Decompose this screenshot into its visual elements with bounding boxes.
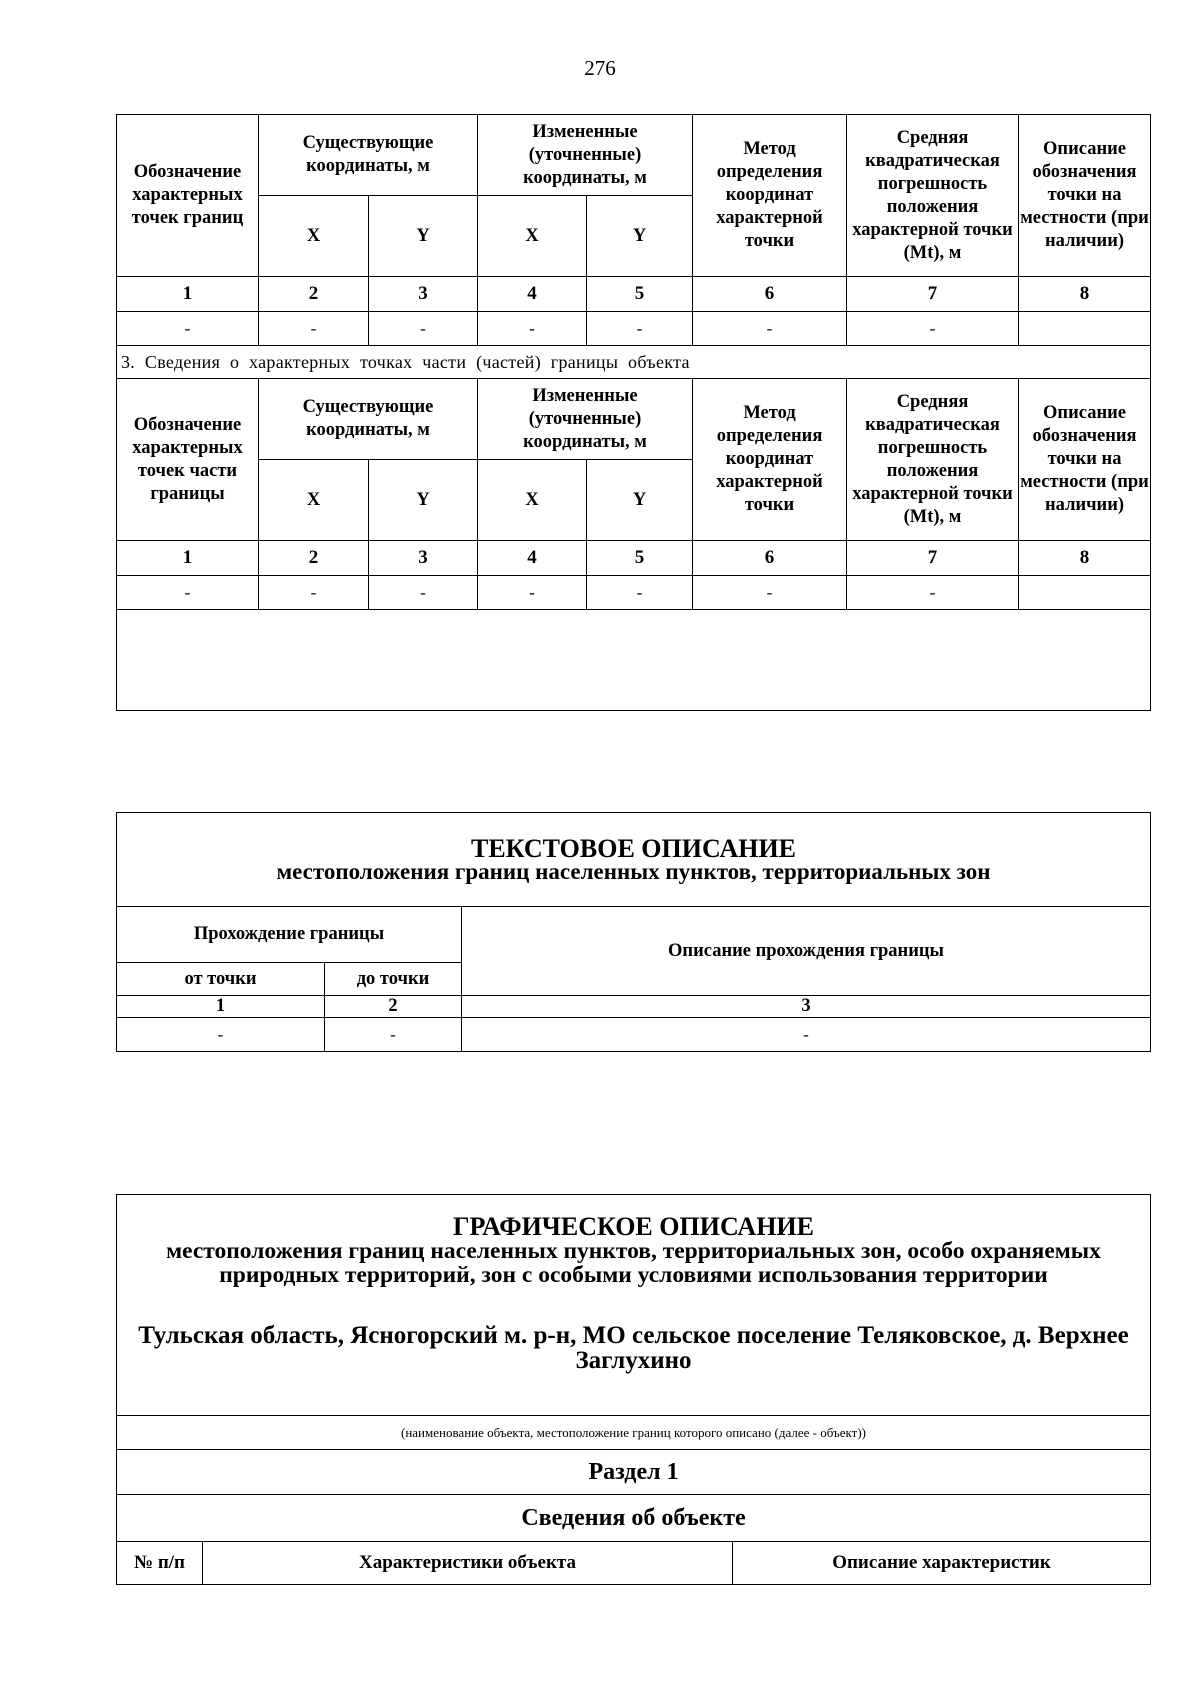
table-cell: - (847, 312, 1019, 346)
header-existing-coordinates: Существующие координаты, м (259, 115, 478, 196)
empty-area (117, 610, 1151, 711)
table-cell: - (478, 312, 587, 346)
table-cell: - (325, 1018, 462, 1052)
table-cell: - (117, 1018, 325, 1052)
header-from-point: от точки (117, 963, 325, 996)
header-x: X (259, 196, 369, 277)
object-name: Тульская область, Ясногорский м. р-н, МО сельское поселение Теляковское, д. Верхнее Заглухино (138, 1322, 1129, 1374)
section-3-title: 3. Сведения о характерных точках части (частей) границы объекта (117, 346, 1151, 379)
text-description-table (116, 812, 1151, 1052)
header-y: Y (587, 196, 693, 277)
table-cell: - (462, 1018, 1151, 1052)
column-number: 7 (847, 277, 1019, 312)
table-cell (1019, 576, 1151, 610)
header-designation: Обозначение характерных точек границ (117, 115, 259, 277)
table-cell: - (369, 312, 478, 346)
header-method: Метод определения координат характерной точки (693, 379, 847, 541)
table-cell: - (693, 312, 847, 346)
page-number: 276 (584, 56, 616, 80)
column-number: 1 (117, 541, 259, 576)
column-number: 1 (117, 996, 325, 1018)
table-cell: - (117, 312, 259, 346)
header-point-description: Описание обозначения точки на местности (при наличии) (1019, 115, 1151, 277)
column-number: 3 (369, 277, 478, 312)
header-error: Средняя квадратическая погрешность положения характерной точки (Mt), м (847, 379, 1019, 541)
text-description-title: ТЕКСТОВОЕ ОПИСАНИЕ (471, 833, 797, 863)
header-designation-part: Обозначение характерных точек части границы (117, 379, 259, 541)
column-number: 4 (478, 541, 587, 576)
header-method: Метод определения координат характерной точки (693, 115, 847, 277)
graphic-description-subtitle: местоположения границ населенных пунктов, территориальных зон, особо охраняемых природных территорий, зон с особыми условиями использования территории (166, 1238, 1101, 1288)
header-y: Y (369, 460, 478, 541)
column-number: 2 (259, 541, 369, 576)
column-number: 6 (693, 277, 847, 312)
header-to-point: до точки (325, 963, 462, 996)
table-cell: - (117, 576, 259, 610)
table-cell: - (587, 312, 693, 346)
table-cell: - (369, 576, 478, 610)
header-number: № п/п (117, 1542, 203, 1585)
column-number: 7 (847, 541, 1019, 576)
header-y: Y (369, 196, 478, 277)
header-characteristics: Характеристики объекта (203, 1542, 733, 1585)
table-cell: - (259, 312, 369, 346)
section-number: Раздел 1 (117, 1450, 1151, 1495)
column-number: 2 (259, 277, 369, 312)
object-hint: (наименование объекта, местоположение границ которого описано (далее - объект)) (117, 1416, 1151, 1450)
column-number: 2 (325, 996, 462, 1018)
table-cell: - (693, 576, 847, 610)
header-changed-coordinates: Измененные (уточненные) координаты, м (478, 115, 693, 196)
section-title: Сведения об объекте (117, 1495, 1151, 1542)
header-x: X (478, 196, 587, 277)
header-existing-coordinates: Существующие координаты, м (259, 379, 478, 460)
graphic-description-title: ГРАФИЧЕСКОЕ ОПИСАНИЕ (453, 1212, 814, 1241)
column-number: 1 (117, 277, 259, 312)
header-characteristics-description: Описание характеристик (733, 1542, 1151, 1585)
header-passage: Прохождение границы (117, 907, 462, 963)
column-number: 8 (1019, 277, 1151, 312)
header-changed-coordinates: Измененные (уточненные) координаты, м (478, 379, 693, 460)
table-cell (1019, 312, 1151, 346)
coordinates-table (116, 114, 1151, 711)
header-passage-description: Описание прохождения границы (462, 907, 1151, 996)
table-cell: - (847, 576, 1019, 610)
column-number: 5 (587, 541, 693, 576)
table-cell: - (478, 576, 587, 610)
text-description-subtitle: местоположения границ населенных пунктов, территориальных зон (276, 858, 991, 884)
column-number: 8 (1019, 541, 1151, 576)
header-point-description: Описание обозначения точки на местности (при наличии) (1019, 379, 1151, 541)
table-cell: - (587, 576, 693, 610)
table-cell: - (259, 576, 369, 610)
header-x: X (478, 460, 587, 541)
column-number: 3 (462, 996, 1151, 1018)
column-number: 5 (587, 277, 693, 312)
header-error: Средняя квадратическая погрешность положения характерной точки (Mt), м (847, 115, 1019, 277)
graphic-description-table (116, 1194, 1151, 1585)
header-x: X (259, 460, 369, 541)
header-y: Y (587, 460, 693, 541)
column-number: 6 (693, 541, 847, 576)
column-number: 3 (369, 541, 478, 576)
column-number: 4 (478, 277, 587, 312)
